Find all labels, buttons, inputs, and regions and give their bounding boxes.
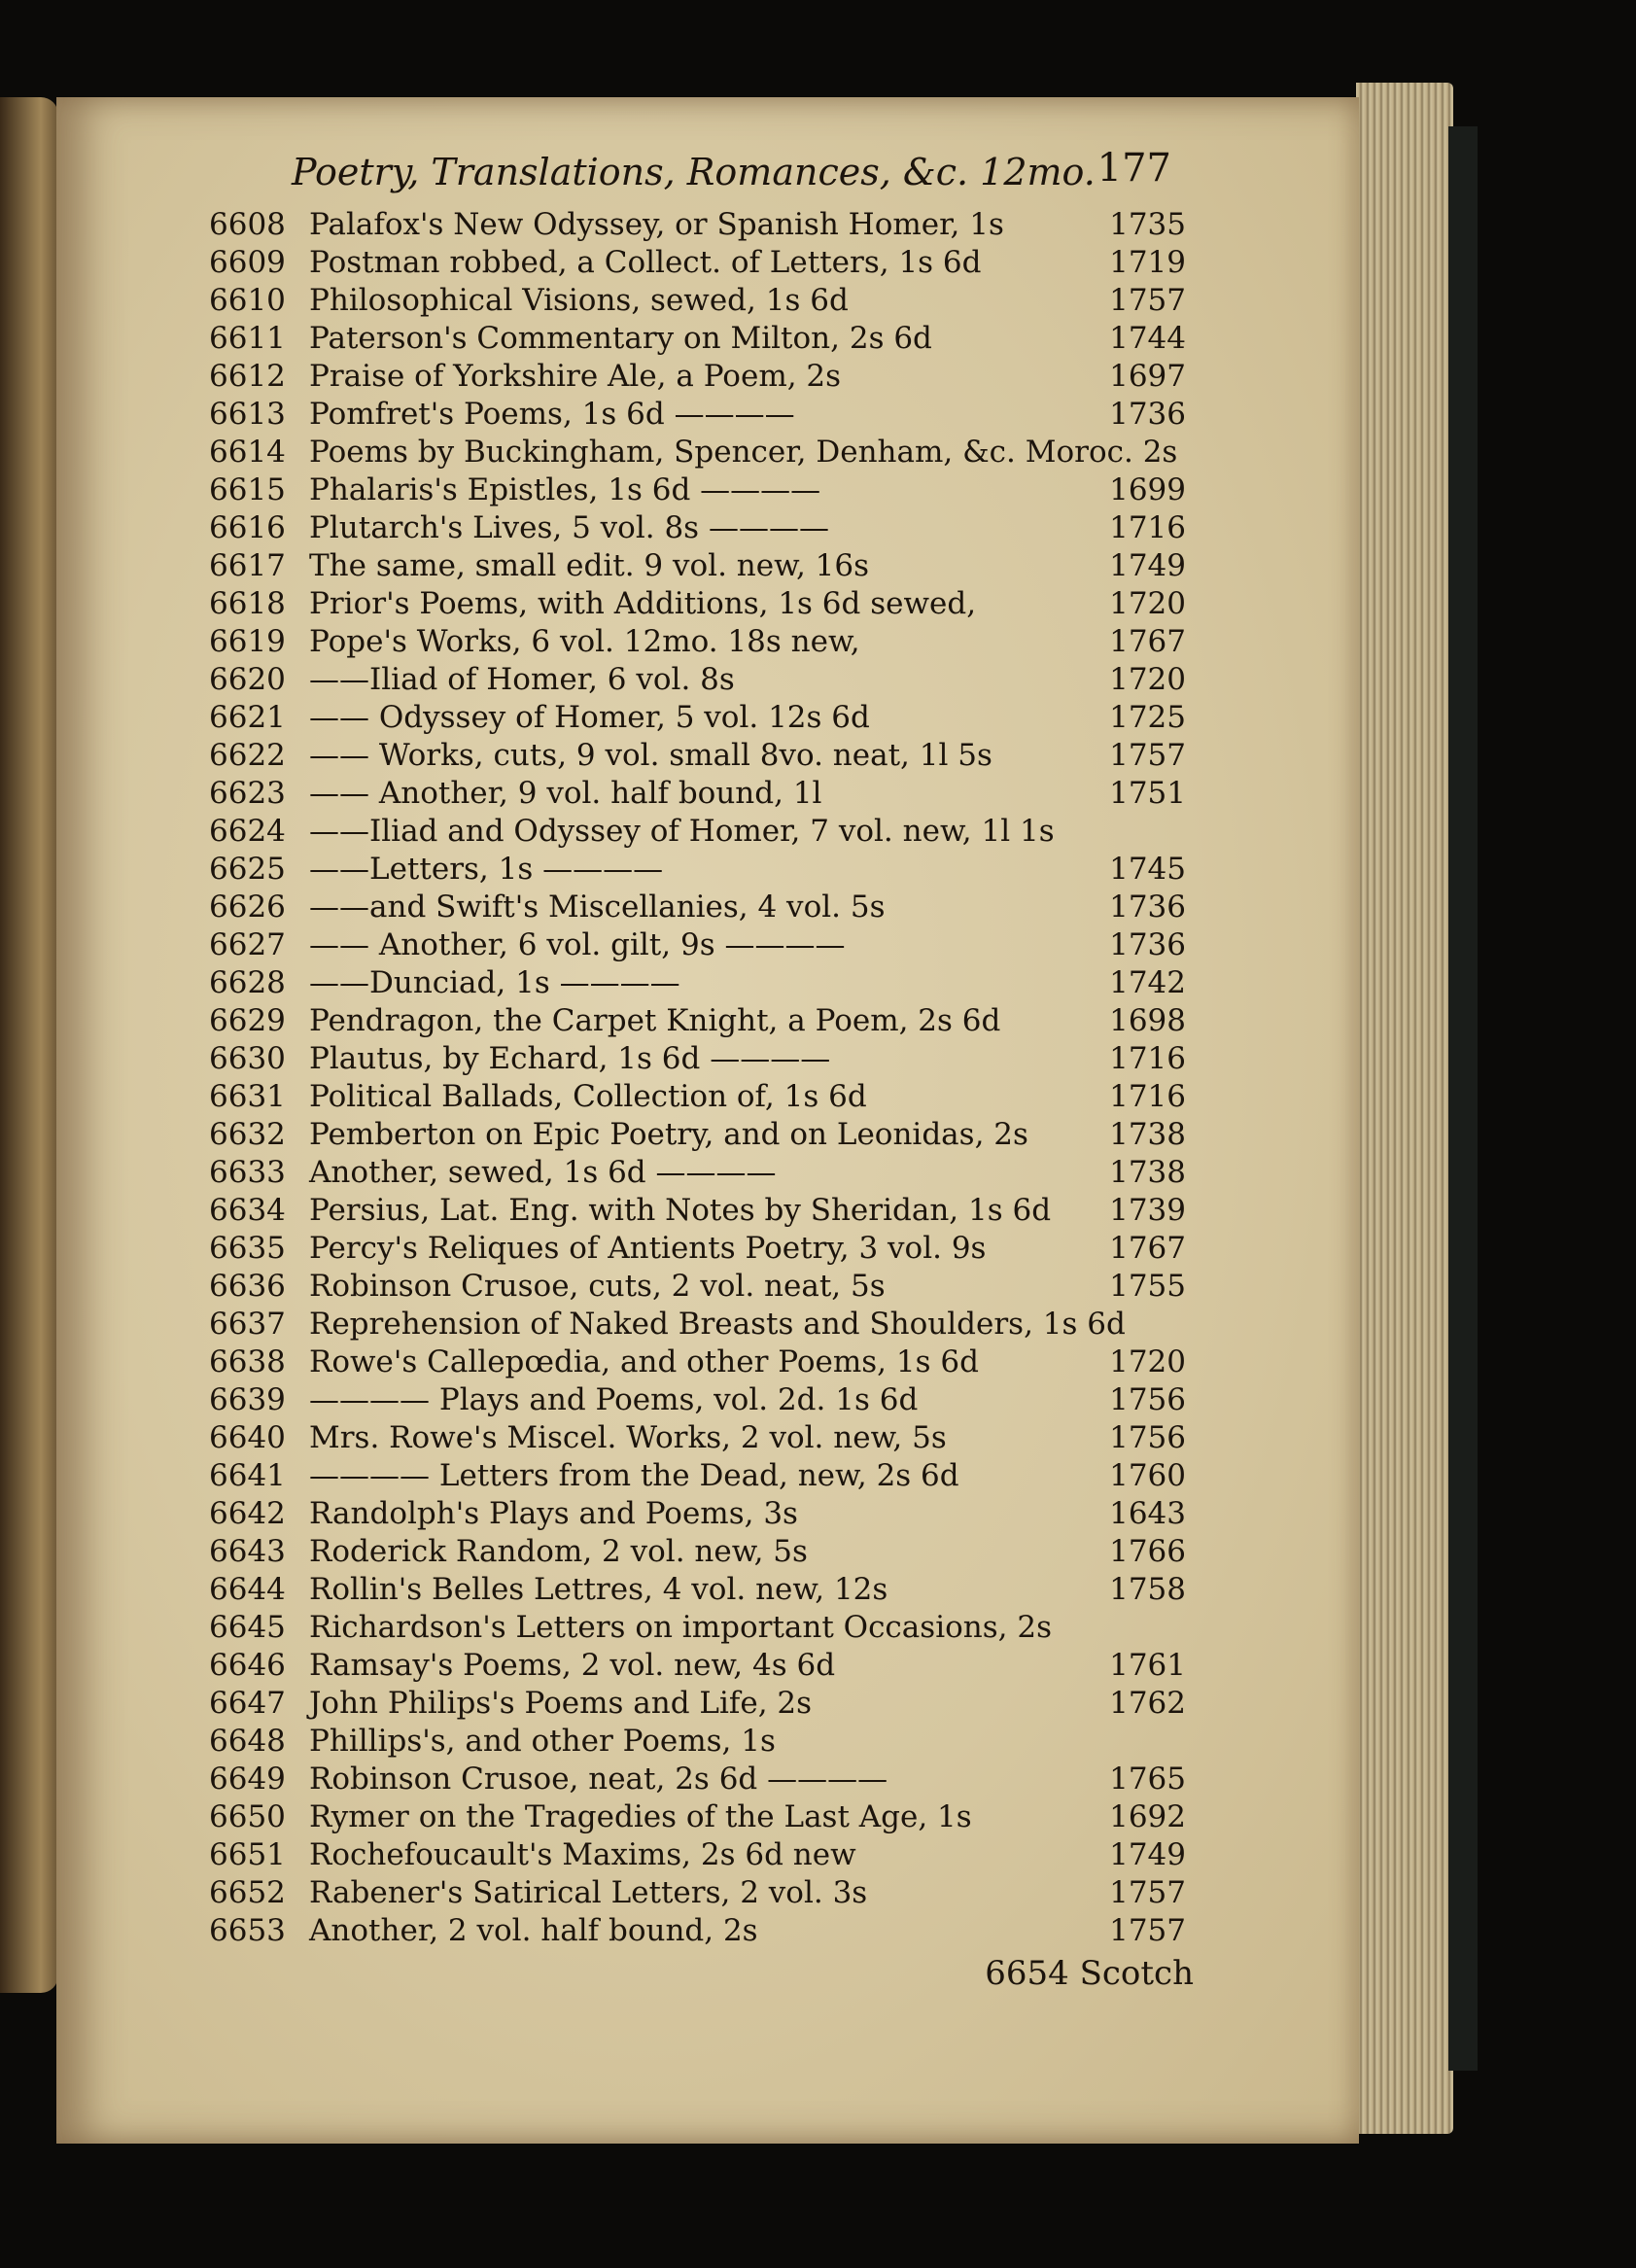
entry-year: 1716: [1109, 510, 1186, 545]
catalogue-entry: [209, 1685, 1201, 1723]
entry-text: Roderick Random, 2 vol. new, 5s: [309, 1534, 808, 1569]
catalogue-entry: [209, 396, 1201, 434]
entry-text: ——Iliad of Homer, 6 vol. 8s: [309, 662, 735, 697]
entry-text: —— Another, 9 vol. half bound, 1l: [309, 776, 822, 811]
entry-number: 6635: [209, 1231, 286, 1266]
catalogue-entry: [209, 1078, 1201, 1116]
catalogue-entry: [209, 585, 1201, 623]
catalogue-entry: [209, 813, 1201, 851]
entry-text: Phillips's, and other Poems, 1s: [309, 1724, 776, 1759]
entry-number: 6645: [209, 1610, 286, 1645]
entry-text: —— Another, 6 vol. gilt, 9s ————: [309, 927, 846, 962]
entry-text: Philosophical Visions, sewed, 1s 6d: [309, 283, 849, 318]
entry-year: 1735: [1109, 207, 1186, 242]
catalogue-entry: [209, 889, 1201, 926]
entry-year: 1716: [1109, 1079, 1186, 1114]
entry-text: ——Letters, 1s ————: [309, 852, 664, 887]
catalogue-entry: [209, 1761, 1201, 1798]
entry-year: 1725: [1109, 700, 1186, 735]
entry-text: Pemberton on Epic Poetry, and on Leonidas, 2s: [309, 1117, 1028, 1152]
entry-text: Percy's Reliques of Antients Poetry, 3 vol. 9s: [309, 1231, 987, 1266]
page-number: 177: [1096, 146, 1171, 191]
catalogue-entry: [209, 1798, 1201, 1836]
entry-year: 1736: [1109, 397, 1186, 432]
entry-text: Political Ballads, Collection of, 1s 6d: [309, 1079, 867, 1114]
entry-year: 1699: [1109, 472, 1186, 507]
entry-text: John Philips's Poems and Life, 2s: [309, 1686, 813, 1721]
entry-year: 1755: [1109, 1269, 1186, 1304]
catalogue-entry: [209, 1040, 1201, 1078]
entry-number: 6631: [209, 1079, 286, 1114]
entry-number: 6625: [209, 852, 286, 887]
entry-text: Poems by Buckingham, Spencer, Denham, &c. Moroc. 2s: [309, 435, 1178, 470]
entry-number: 6614: [209, 435, 286, 470]
catalogue-entry: [209, 699, 1201, 737]
entry-text: Plautus, by Echard, 1s 6d ————: [309, 1041, 831, 1076]
entry-number: 6646: [209, 1648, 286, 1683]
entry-number: 6643: [209, 1534, 286, 1569]
entry-year: 1720: [1109, 586, 1186, 621]
left-page-edge: [0, 97, 58, 1993]
entry-text: Plutarch's Lives, 5 vol. 8s ————: [309, 510, 829, 545]
catalogue-entry: [209, 623, 1201, 661]
entry-text: Rollin's Belles Lettres, 4 vol. new, 12s: [309, 1572, 888, 1607]
entry-number: 6619: [209, 624, 286, 659]
catalogue-entry: [209, 471, 1201, 509]
catalogue-entry: [209, 661, 1201, 699]
entry-number: 6627: [209, 927, 286, 962]
entry-year: 1751: [1109, 776, 1186, 811]
entry-year: 1745: [1109, 852, 1186, 887]
entry-number: 6633: [209, 1155, 286, 1190]
entry-text: Ramsay's Poems, 2 vol. new, 4s 6d: [309, 1648, 836, 1683]
entry-text: Robinson Crusoe, cuts, 2 vol. neat, 5s: [309, 1269, 886, 1304]
entry-number: 6620: [209, 662, 286, 697]
catalogue-entry: [209, 282, 1201, 320]
catalogue-entry: [209, 547, 1201, 585]
catalogue-entry: [209, 964, 1201, 1002]
catalogue-entry: [209, 244, 1201, 282]
catalogue-entry: [209, 1343, 1201, 1381]
entry-year: 1767: [1109, 1231, 1186, 1266]
catalogue-entry: [209, 320, 1201, 358]
entry-text: The same, small edit. 9 vol. new, 16s: [309, 548, 870, 583]
entry-year: 1758: [1109, 1572, 1186, 1607]
entry-number: 6644: [209, 1572, 286, 1607]
entry-number: 6653: [209, 1913, 286, 1948]
catalogue-entry: [209, 1381, 1201, 1419]
entry-year: 1760: [1109, 1458, 1186, 1493]
entry-text: ———— Letters from the Dead, new, 2s 6d: [309, 1458, 959, 1493]
entry-text: Pendragon, the Carpet Knight, a Poem, 2s 6d: [309, 1003, 1001, 1038]
catalogue-entry: [209, 1154, 1201, 1192]
entry-year: 1756: [1109, 1382, 1186, 1417]
entry-text: Prior's Poems, with Additions, 1s 6d sewed,: [309, 586, 977, 621]
page-header: [292, 141, 1171, 199]
entry-text: ——Dunciad, 1s ————: [309, 965, 680, 1000]
entry-number: 6652: [209, 1875, 286, 1910]
entry-number: 6634: [209, 1193, 286, 1228]
entry-text: ——and Swift's Miscellanies, 4 vol. 5s: [309, 890, 886, 925]
entry-number: 6638: [209, 1344, 286, 1379]
entry-year: 1692: [1109, 1799, 1186, 1834]
book-cover: [1448, 126, 1478, 2071]
entry-text: Rochefoucault's Maxims, 2s 6d new: [309, 1837, 856, 1872]
catalogue-entry: [209, 1419, 1201, 1457]
entry-number: 6608: [209, 207, 286, 242]
entry-text: Palafox's New Odyssey, or Spanish Homer, 1s: [309, 207, 1004, 242]
entry-number: 6626: [209, 890, 286, 925]
entry-text: ———— Plays and Poems, vol. 2d. 1s 6d: [309, 1382, 919, 1417]
catalogue-entry: [209, 509, 1201, 547]
catalogue-entry: [209, 1571, 1201, 1609]
entry-year: 1757: [1109, 283, 1186, 318]
entry-number: 6647: [209, 1686, 286, 1721]
entry-text: Pope's Works, 6 vol. 12mo. 18s new,: [309, 624, 860, 659]
entry-number: 6648: [209, 1724, 286, 1759]
catalogue-entry: [209, 1192, 1201, 1230]
catalogue-entry: [209, 1002, 1201, 1040]
entry-text: Randolph's Plays and Poems, 3s: [309, 1496, 798, 1531]
entry-number: 6621: [209, 700, 286, 735]
catalogue-entry: [209, 1533, 1201, 1571]
entry-number: 6618: [209, 586, 286, 621]
entry-year: 1757: [1109, 738, 1186, 773]
entry-number: 6640: [209, 1420, 286, 1455]
page-edges: [1356, 83, 1453, 2134]
entry-number: 6649: [209, 1762, 286, 1797]
entry-text: —— Works, cuts, 9 vol. small 8vo. neat, 1l 5s: [309, 738, 992, 773]
entry-text: Persius, Lat. Eng. with Notes by Sheridan, 1s 6d: [309, 1193, 1052, 1228]
entry-year: 1736: [1109, 927, 1186, 962]
entry-number: 6628: [209, 965, 286, 1000]
entry-text: Pomfret's Poems, 1s 6d ————: [309, 397, 795, 432]
catalogue-entry: [209, 358, 1201, 396]
entry-number: 6632: [209, 1117, 286, 1152]
entry-year: 1742: [1109, 965, 1186, 1000]
entry-text: —— Odyssey of Homer, 5 vol. 12s 6d: [309, 700, 870, 735]
catalogue-entry: [209, 775, 1201, 813]
entry-text: ——Iliad and Odyssey of Homer, 7 vol. new, 1l 1s: [309, 814, 1055, 849]
entry-number: 6641: [209, 1458, 286, 1493]
entry-year: 1720: [1109, 662, 1186, 697]
entry-year: 1757: [1109, 1875, 1186, 1910]
catalogue-entry: [209, 1874, 1201, 1912]
entry-text: Mrs. Rowe's Miscel. Works, 2 vol. new, 5s: [309, 1420, 947, 1455]
entry-year: 1698: [1109, 1003, 1186, 1038]
entry-text: Richardson's Letters on important Occasions, 2s: [309, 1610, 1052, 1645]
entry-text: Another, sewed, 1s 6d ————: [309, 1155, 777, 1190]
entry-number: 6622: [209, 738, 286, 773]
entry-year: 1765: [1109, 1762, 1186, 1797]
entry-year: 1719: [1109, 245, 1186, 280]
entry-year: 1643: [1109, 1496, 1186, 1531]
entry-number: 6617: [209, 548, 286, 583]
entry-text: Paterson's Commentary on Milton, 2s 6d: [309, 321, 932, 356]
catchword: 6654 Scotch: [985, 1954, 1194, 1993]
catalogue-entry: [209, 1230, 1201, 1268]
entry-number: 6611: [209, 321, 286, 356]
entry-number: 6615: [209, 472, 286, 507]
entry-year: 1716: [1109, 1041, 1186, 1076]
entry-year: 1762: [1109, 1686, 1186, 1721]
entry-number: 6609: [209, 245, 286, 280]
entry-number: 6630: [209, 1041, 286, 1076]
entry-year: 1744: [1109, 321, 1186, 356]
entry-year: 1757: [1109, 1913, 1186, 1948]
catalogue-entry: [209, 1268, 1201, 1306]
entry-year: 1749: [1109, 1837, 1186, 1872]
catalogue-entry: [209, 1723, 1201, 1761]
catalogue-entry: [209, 1609, 1201, 1647]
entry-number: 6636: [209, 1269, 286, 1304]
entry-year: 1697: [1109, 359, 1186, 394]
entry-year: 1749: [1109, 548, 1186, 583]
catalogue-entry: [209, 1912, 1201, 1950]
catalogue-entry: [209, 1116, 1201, 1154]
entry-text: Phalaris's Epistles, 1s 6d ————: [309, 472, 821, 507]
entry-number: 6610: [209, 283, 286, 318]
entry-number: 6650: [209, 1799, 286, 1834]
entry-number: 6612: [209, 359, 286, 394]
catalogue-entry: [209, 851, 1201, 889]
entry-year: 1766: [1109, 1534, 1186, 1569]
entry-text: Robinson Crusoe, neat, 2s 6d ————: [309, 1762, 888, 1797]
entry-year: 1720: [1109, 1344, 1186, 1379]
catalogue-entry: [209, 926, 1201, 964]
catalogue-entry: [209, 737, 1201, 775]
entry-text: Rabener's Satirical Letters, 2 vol. 3s: [309, 1875, 868, 1910]
entry-number: 6629: [209, 1003, 286, 1038]
entry-number: 6637: [209, 1307, 286, 1342]
catalogue-entry: [209, 1457, 1201, 1495]
entry-text: Postman robbed, a Collect. of Letters, 1s 6d: [309, 245, 982, 280]
running-title: Poetry, Translations, Romances, &c. 12mo.: [292, 151, 1096, 193]
entry-number: 6651: [209, 1837, 286, 1872]
catalogue-entry: [209, 1647, 1201, 1685]
catalogue-entry: [209, 1306, 1201, 1343]
entry-number: 6613: [209, 397, 286, 432]
entry-text: Reprehension of Naked Breasts and Shoulders, 1s 6d: [309, 1307, 1126, 1342]
entry-year: 1738: [1109, 1117, 1186, 1152]
entry-text: Praise of Yorkshire Ale, a Poem, 2s: [309, 359, 842, 394]
entry-number: 6639: [209, 1382, 286, 1417]
catalogue-entry: [209, 434, 1201, 471]
entry-number: 6624: [209, 814, 286, 849]
entry-number: 6642: [209, 1496, 286, 1531]
entry-year: 1736: [1109, 890, 1186, 925]
entry-year: 1739: [1109, 1193, 1186, 1228]
catalogue-entry: [209, 1836, 1201, 1874]
entry-year: 1756: [1109, 1420, 1186, 1455]
entry-year: 1767: [1109, 624, 1186, 659]
catalogue-list: [209, 206, 1201, 1950]
catalogue-entry: [209, 206, 1201, 244]
entry-number: 6616: [209, 510, 286, 545]
entry-year: 1761: [1109, 1648, 1186, 1683]
entry-text: Another, 2 vol. half bound, 2s: [309, 1913, 758, 1948]
entry-year: 1738: [1109, 1155, 1186, 1190]
entry-text: Rowe's Callepœdia, and other Poems, 1s 6d: [309, 1344, 979, 1379]
entry-number: 6623: [209, 776, 286, 811]
catalogue-entry: [209, 1495, 1201, 1533]
entry-text: Rymer on the Tragedies of the Last Age, 1s: [309, 1799, 972, 1834]
